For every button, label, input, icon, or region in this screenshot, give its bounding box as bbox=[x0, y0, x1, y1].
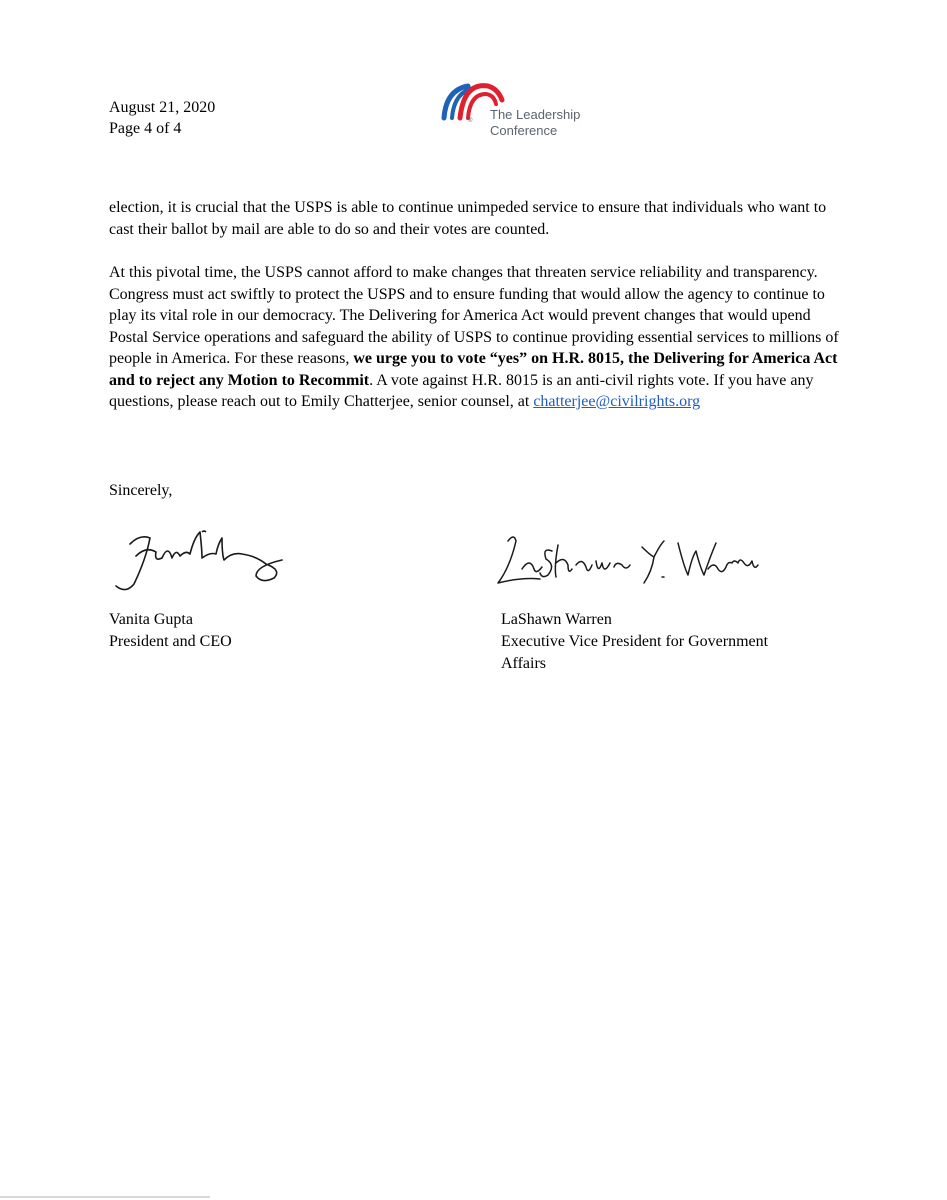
signature-vanita-gupta bbox=[106, 524, 296, 604]
logo-line-2: Conference bbox=[490, 123, 558, 138]
logo-wordmark bbox=[490, 107, 580, 139]
closing: Sincerely, bbox=[109, 482, 173, 499]
paragraph-2-intro: At this pivotal time, the USPS cannot afford to make changes that threaten service reliability and transparency. Congress must act swiftly to protect the USPS and to ensure funding that would allow the agency to continue to play its vital role in our democracy. The Delivering for America Act would prevent changes that would upend Postal Service operations and safeguard the ability of USPS to continue providing essential services to millions of people in America. For these reasons, bbox=[109, 264, 839, 367]
signer-left-name: Vanita Gupta bbox=[109, 611, 193, 628]
letter-header bbox=[109, 97, 215, 139]
paragraph-2 bbox=[109, 262, 849, 413]
paragraph-2-after: . A vote against H.R. 8015 is an anti-civil rights vote. If you have any questions, please reach out to Emily Chatterjee, senior counsel, at bbox=[109, 371, 814, 410]
letter-date: August 21, 2020 bbox=[109, 99, 216, 116]
signer-right-name: LaShawn Warren bbox=[501, 611, 612, 628]
registered-mark: ® bbox=[468, 118, 473, 124]
signer-right-title-1: Executive Vice President for Government bbox=[501, 633, 769, 650]
paragraph-1: election, it is crucial that the USPS is able to continue unimpeded service to ensure that individuals who want to cast their ballot by mail are able to do so and their votes are counted. bbox=[109, 199, 827, 238]
logo-line-1: The Leadership bbox=[490, 107, 581, 122]
signer-left bbox=[109, 609, 232, 653]
email-link[interactable]: chatterjee@civilrights.org bbox=[533, 393, 701, 410]
signer-right bbox=[501, 609, 821, 675]
page-edge-divider bbox=[0, 1196, 210, 1198]
paragraph-2-bold: we urge you to vote “yes” on H.R. 8015, the Delivering for America Act and to reject any Motion to Recommit bbox=[109, 350, 838, 389]
page-number: Page 4 of 4 bbox=[109, 120, 182, 137]
signer-left-title: President and CEO bbox=[109, 633, 232, 650]
signer-right-title-2: Affairs bbox=[501, 655, 547, 672]
signature-lashawn-warren bbox=[492, 527, 762, 597]
